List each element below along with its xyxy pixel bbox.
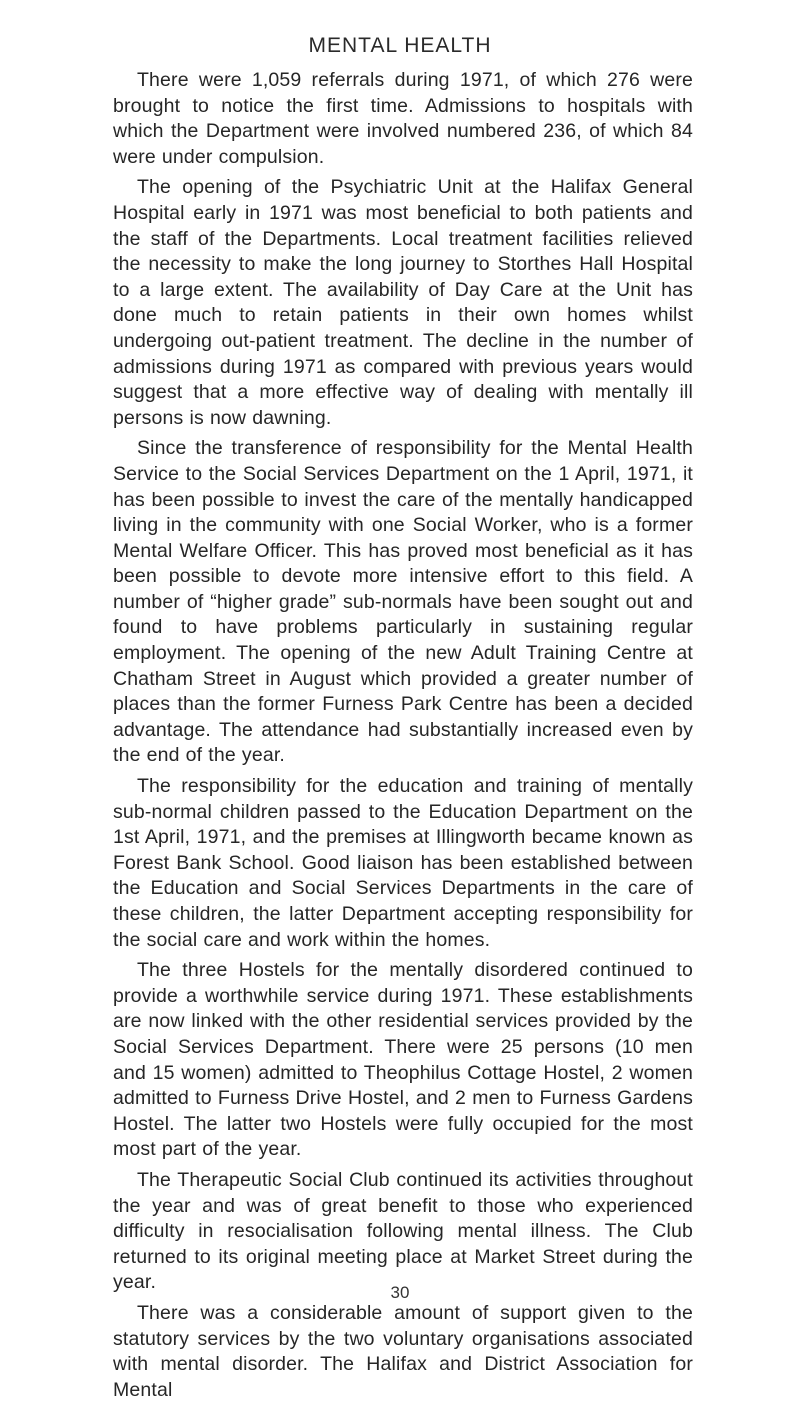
paragraph-referrals: There were 1,059 referrals during 1971, of which 276 were brought to notice the first time. Admissions to hospitals with which the Department were involved numbered 236, of which 84 were under compulsion. (113, 69, 693, 168)
paragraph-education: The responsibility for the education and training of mentally sub-normal children passed to the Education Department on the 1st April, 1971, and the premises at Illingworth became known as Forest Bank School. Good liaison has been established between the Education and Social Services Departments in the care of these children, the latter Department accepting responsibility for the social care and work within the homes. (113, 775, 693, 951)
paragraph-social-services: Since the transference of responsibility for the Mental Health Service to the Social Services Department on the 1 April, 1971, it has been possible to invest the care of the mentally handicapped living in the community with one Social Worker, who is a former Mental Welfare Officer. This has proved most beneficial as it has been possible to devote more intensive effort to this field. A number of “higher grade” sub-normals have been sought out and found to have problems particularly in sustaining regular employment. The opening of the new Adult Training Centre at Chatham Street in August which provided a greater number of places than the former Furness Park Centre has been a decided advantage. The attendance had substantially increased even by the end of the year. (113, 437, 693, 767)
paragraph-voluntary-support: There was a considerable amount of support given to the statutory services by the two voluntary organisations associated with mental disorder. The Halifax and District Association for Mental (113, 1301, 693, 1401)
page-number: 30 (390, 1283, 410, 1302)
body-text (113, 68, 693, 1408)
paragraph-psychiatric-unit: The opening of the Psychiatric Unit at the Halifax General Hospital early in 1971 was most beneficial to both patients and the staff of the Departments. Local treatment facilities relieved the necessity to make the long journey to Storthes Hall Hospital to a large extent. The availability of Day Care at the Unit has done much to retain patients in their own homes whilst undergoing out-patient treatment. The decline in the number of admissions during 1971 as compared with previous years would suggest that a more effective way of dealing with mentally ill persons is now dawning. (113, 176, 693, 429)
page-title: MENTAL HEALTH (308, 34, 492, 57)
paragraph-social-club: The Therapeutic Social Club continued its activities throughout the year and was of great benefit to those who experienced difficulty in resocialisation following mental illness. The Club returned to its original meeting place at Market Street during the year. (113, 1168, 693, 1294)
paragraph-hostels: The three Hostels for the mentally disordered continued to provide a worthwhile service during 1971. These establishments are now linked with the other residential services provided by the Social Services Department. There were 25 persons (10 men and 15 women) admitted to Theophilus Cottage Hostel, 2 women admitted to Furness Drive Hostel, and 2 men to Furness Gardens Hostel. The latter two Hostels were fully occupied for the most most part of the year. (113, 959, 693, 1161)
